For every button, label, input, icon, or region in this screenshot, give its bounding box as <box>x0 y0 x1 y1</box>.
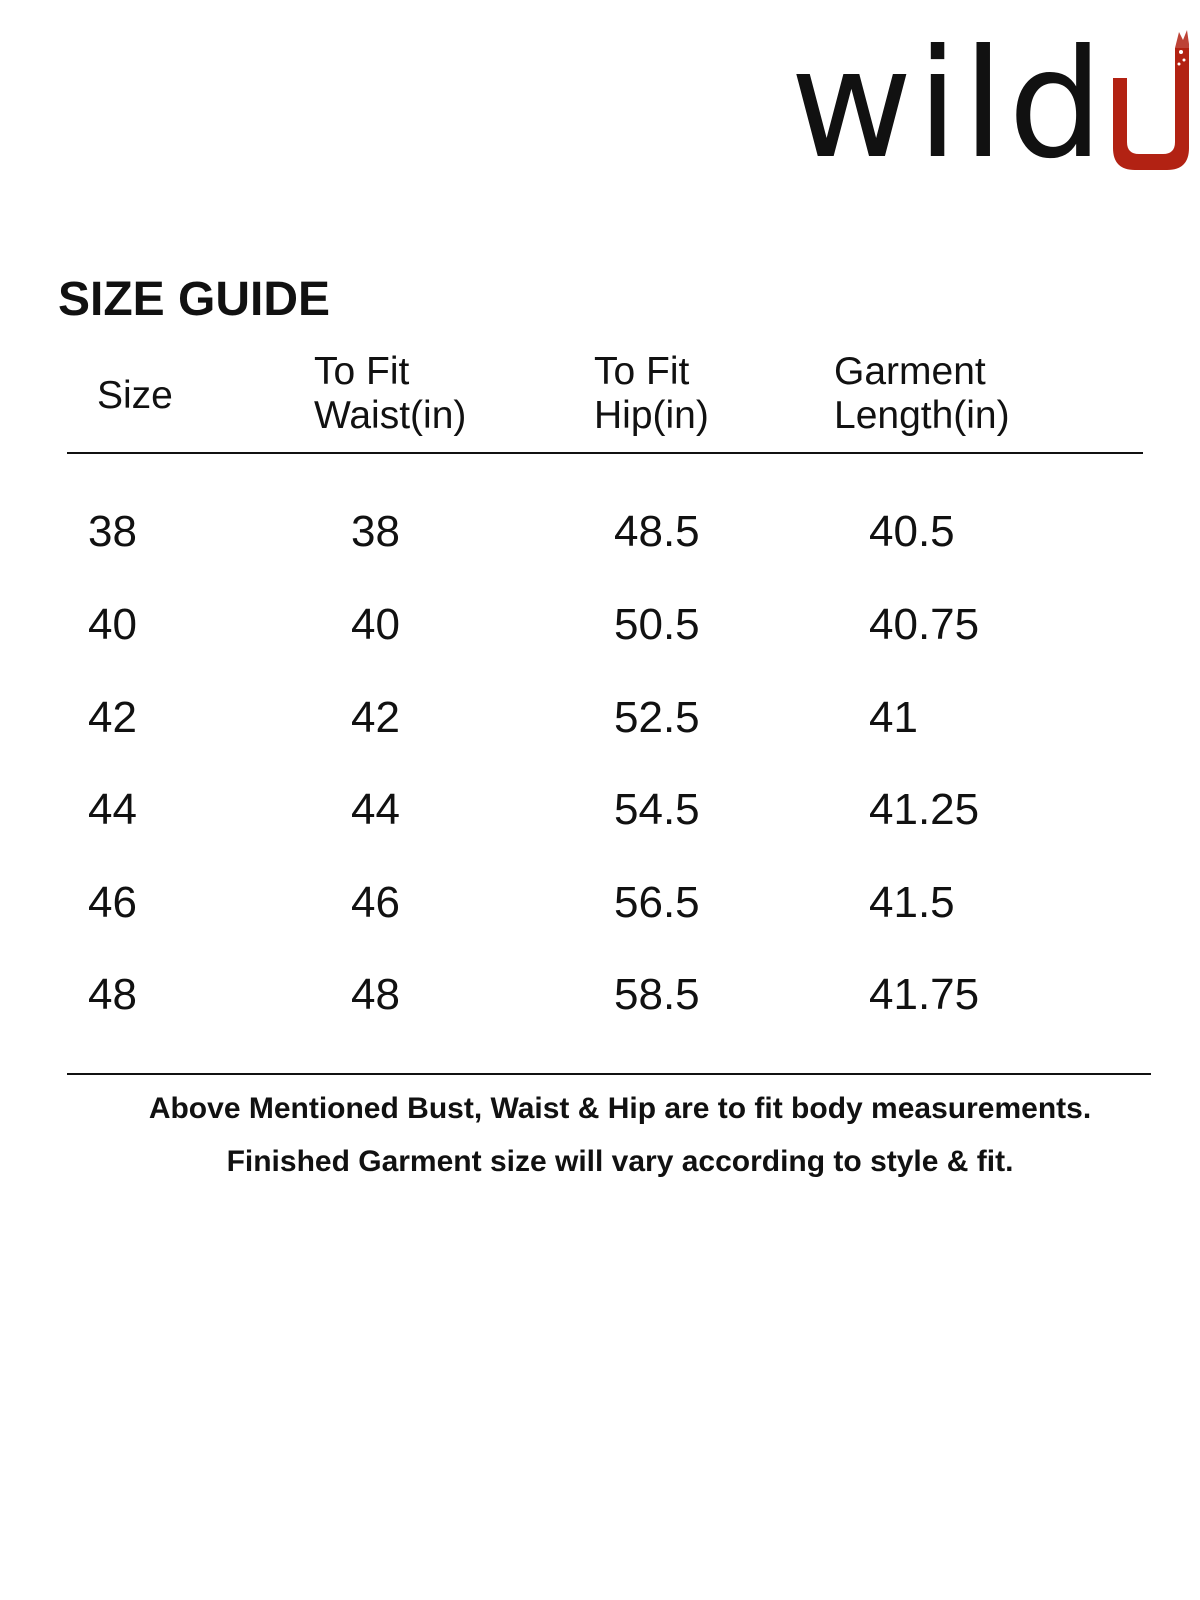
footnote-line-2: Finished Garment size will vary according to style & fit. <box>226 1145 1014 1178</box>
cell-waist: 40 <box>351 600 400 649</box>
cell-size: 44 <box>88 785 137 834</box>
cell-length: 40.5 <box>869 507 955 556</box>
column-header-length: Garment Length(in) <box>834 350 1010 437</box>
cell-hip: 56.5 <box>614 878 700 927</box>
column-header-size: Size <box>97 374 173 417</box>
cell-waist: 44 <box>351 785 400 834</box>
table-bottom-divider <box>67 1073 1151 1075</box>
page-title: SIZE GUIDE <box>58 273 331 326</box>
column-header-waist: To Fit Waist(in) <box>314 350 467 437</box>
footnote-line-1: Above Mentioned Bust, Waist & Hip are to fit body measurements. <box>148 1092 1092 1125</box>
cell-length: 41.5 <box>869 878 955 927</box>
cell-length: 41.75 <box>869 970 980 1019</box>
cell-hip: 48.5 <box>614 507 700 556</box>
cell-waist: 46 <box>351 878 400 927</box>
cell-size: 40 <box>88 600 137 649</box>
logo-u-mark <box>1105 30 1195 180</box>
cell-size: 42 <box>88 693 137 742</box>
header-divider <box>67 452 1143 454</box>
cell-size: 48 <box>88 970 137 1019</box>
cell-waist: 42 <box>351 693 400 742</box>
cell-hip: 50.5 <box>614 600 700 649</box>
column-header-hip: To Fit Hip(in) <box>594 350 709 437</box>
cell-hip: 52.5 <box>614 693 700 742</box>
brand-logo <box>790 18 1190 192</box>
cell-length: 41.25 <box>869 785 980 834</box>
cell-length: 41 <box>869 693 918 742</box>
cell-length: 40.75 <box>869 600 980 649</box>
cell-size: 46 <box>88 878 137 927</box>
cell-waist: 48 <box>351 970 400 1019</box>
cell-size: 38 <box>88 507 137 556</box>
cell-hip: 54.5 <box>614 785 700 834</box>
logo-wordmark: wild <box>790 18 1108 192</box>
cell-hip: 58.5 <box>614 970 700 1019</box>
cell-waist: 38 <box>351 507 400 556</box>
